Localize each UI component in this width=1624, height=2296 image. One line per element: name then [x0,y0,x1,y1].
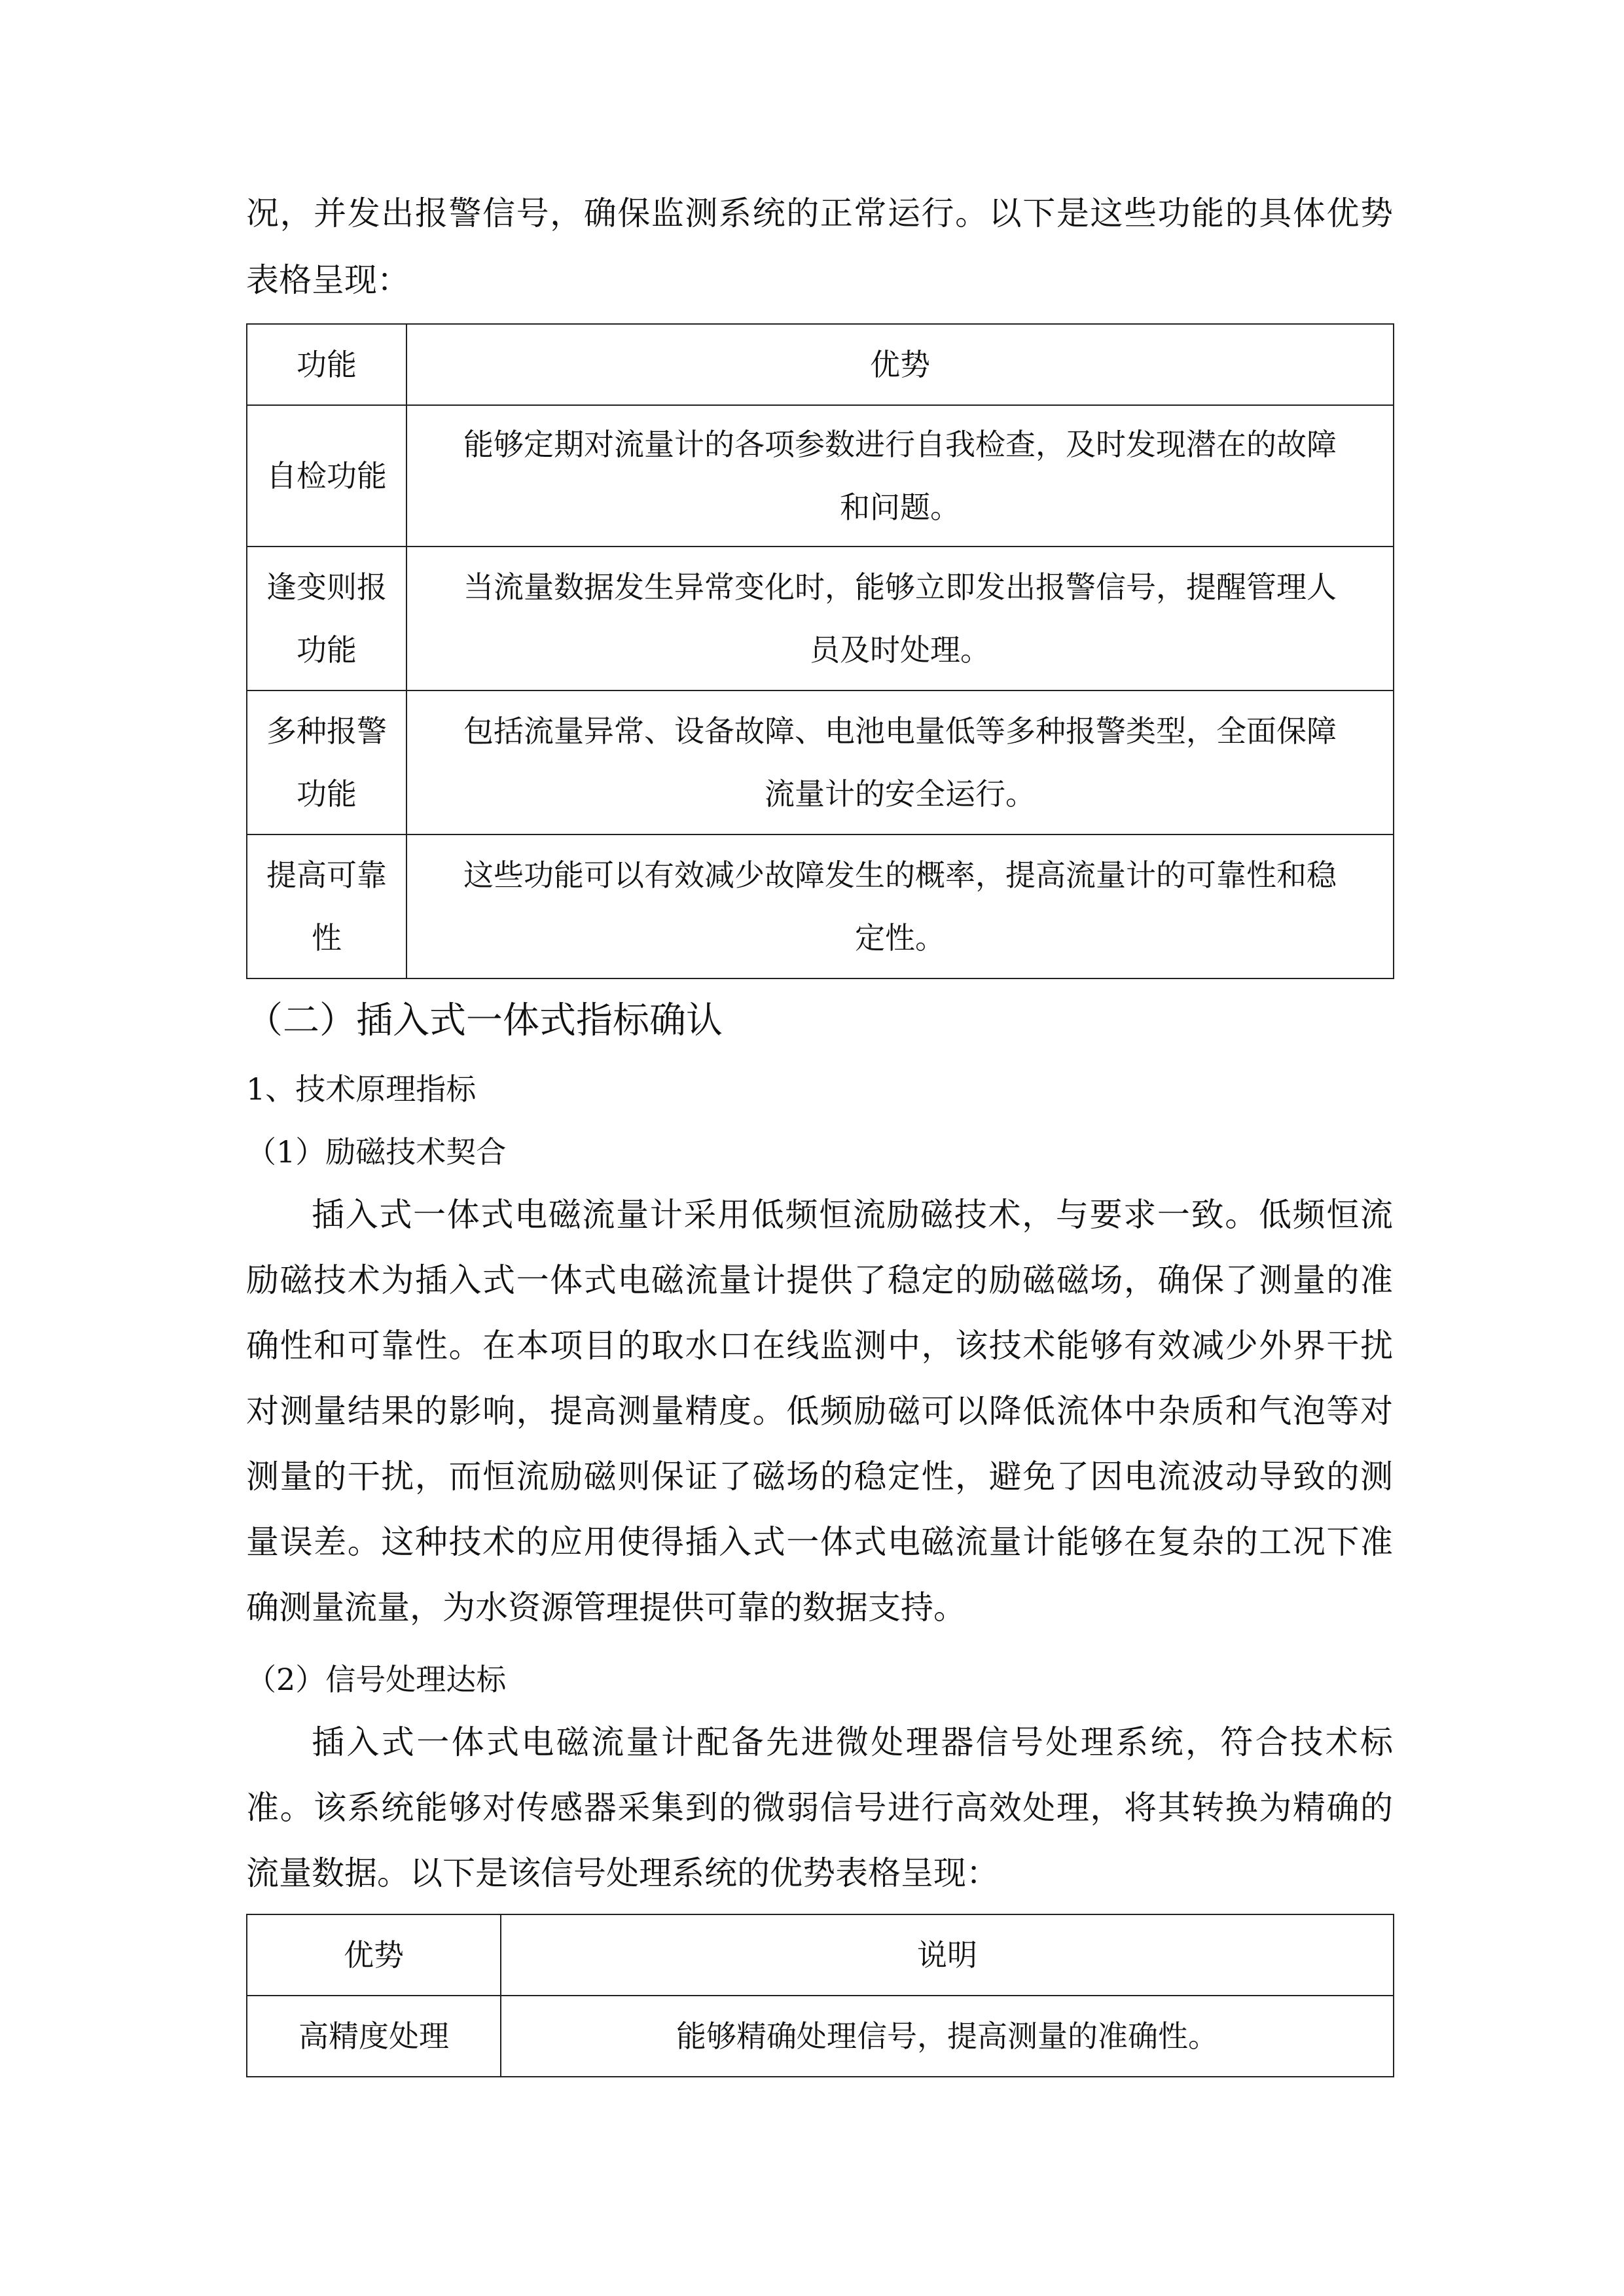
row-function-cell [247,547,406,691]
row-advantage-line-2: 员及时处理。 [810,632,990,668]
paragraph-1-line-6: 量误差。这种技术的应用使得插入式一体式电磁流量计能够在复杂的工况下准 [246,1523,1393,1561]
row-advantage-cell [406,405,1394,547]
row-description: 能够精确处理信号，提高测量的准确性。 [501,1996,1394,2077]
row-advantage-line-1: 这些功能可以有效减少故障发生的概率，提高流量计的可靠性和稳 [463,857,1337,893]
row-function-cell [247,834,406,978]
table-row [247,405,1394,547]
paragraph-1-line-4: 对测量结果的影响，提高测量精度。低频励磁可以降低流体中杂质和气泡等对 [246,1392,1393,1430]
row-function-name-line-2: 性 [312,920,342,956]
table-header-row [247,324,1394,405]
paragraph-1-line-7: 确测量流量，为水资源管理提供可靠的数据支持。 [246,1588,966,1626]
row-function-cell [247,691,406,834]
table-row [247,547,1394,691]
row-advantage-line-2: 定性。 [855,920,945,956]
paragraph-1-line-5: 测量的干扰，而恒流励磁则保证了磁场的稳定性，避免了因电流波动导致的测 [246,1458,1393,1496]
row-advantage-line-1: 能够定期对流量计的各项参数进行自我检查，及时发现潜在的故障 [463,427,1337,462]
row-advantage-line-1: 当流量数据发生异常变化时，能够立即发出报警信号，提醒管理人 [463,569,1337,605]
paragraph-1-line-1: 插入式一体式电磁流量计采用低频恒流励磁技术，与要求一致。低频恒流 [312,1196,1393,1234]
paragraph-1-line-2: 励磁技术为插入式一体式电磁流量计提供了稳定的励磁磁场，确保了测量的准 [246,1261,1393,1299]
row-function-name: 自检功能 [266,458,387,493]
row-function-name-line-1: 多种报警 [266,713,387,749]
table-header-row [247,1914,1394,1996]
row-function-name-line-1: 提高可靠 [266,857,387,893]
paragraph-1-line-3: 确性和可靠性。在本项目的取水口在线监测中，该技术能够有效减少外界干扰 [246,1327,1393,1365]
paragraph-2-line-1: 插入式一体式电磁流量计配备先进微处理器信号处理系统，符合技术标 [312,1723,1393,1761]
row-advantage-line-1: 包括流量异常、设备故障、电池电量低等多种报警类型，全面保障 [463,713,1337,749]
row-advantage-line-2: 流量计的安全运行。 [765,776,1036,812]
header-function: 功能 [247,324,406,405]
header-advantage: 优势 [406,324,1394,405]
subsection-heading-1: 1、技术原理指标 [246,1071,477,1107]
row-advantage-cell [406,547,1394,691]
paragraph-2-line-3: 流量数据。以下是该信号处理系统的优势表格呈现： [246,1854,999,1892]
row-advantage-cell [406,834,1394,978]
subsection-heading-1b: （2）信号处理达标 [246,1662,507,1697]
intro-line-2: 表格呈现： [246,261,410,299]
paragraph-2-line-2: 准。该系统能够对传感器采集到的微弱信号进行高效处理，将其转换为精确的 [246,1789,1393,1827]
signal-advantage-table [246,1914,1394,2077]
table-row [247,691,1394,834]
header-description: 说明 [501,1914,1394,1996]
row-function-name-line-1: 逢变则报 [266,569,387,605]
table-row [247,834,1394,978]
function-advantage-table [246,323,1394,979]
row-advantage-name: 高精度处理 [247,1996,501,2077]
section-heading: （二）插入式一体式指标确认 [246,999,723,1042]
row-advantage-cell [406,691,1394,834]
table-row [247,1996,1394,2077]
subsection-heading-1a: （1）励磁技术契合 [246,1134,507,1170]
header-advantage: 优势 [247,1914,501,1996]
row-function-name-line-2: 功能 [297,632,357,668]
intro-line-1: 况，并发出报警信号，确保监测系统的正常运行。以下是这些功能的具体优势 [246,194,1393,232]
row-advantage-line-2: 和问题。 [840,490,960,525]
row-function-name-line-2: 功能 [297,776,357,812]
row-function-cell [247,405,406,547]
